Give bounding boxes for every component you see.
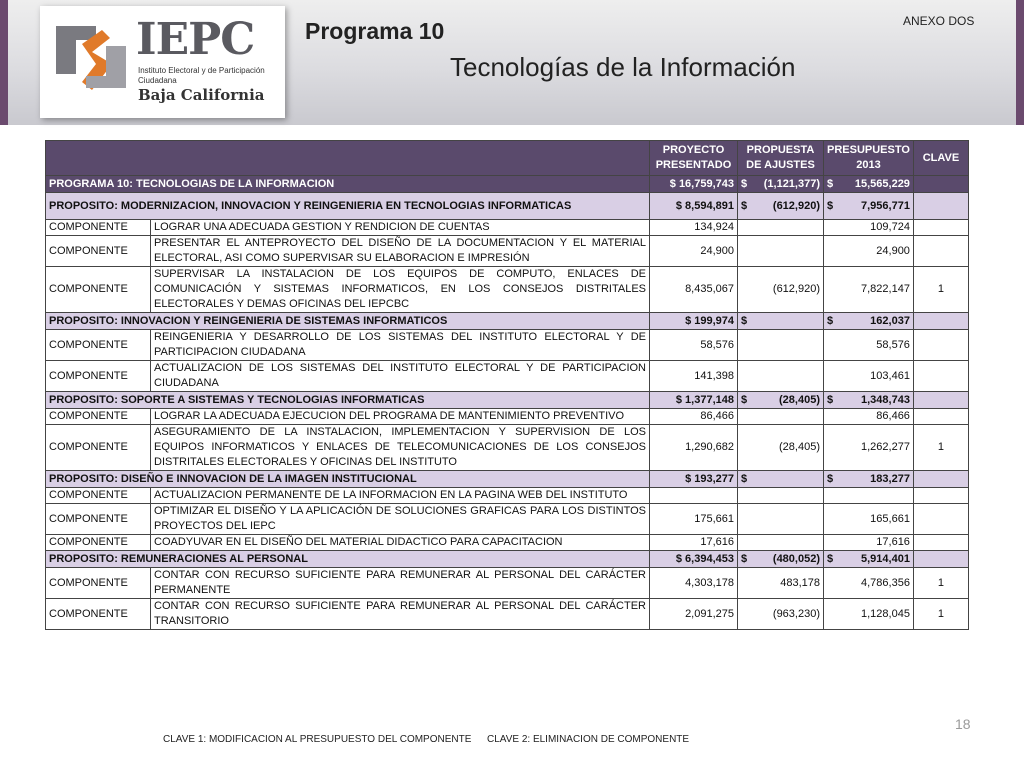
proposito-presupuesto-sign: $ xyxy=(827,552,834,565)
component-proyecto: 17,616 xyxy=(650,535,738,551)
proposito-presupuesto-value: 183,277 xyxy=(870,472,910,485)
component-clave: 1 xyxy=(913,599,968,630)
header-proyecto: PROYECTO PRESENTADO xyxy=(650,141,738,176)
component-proyecto: 141,398 xyxy=(650,361,738,392)
table-row xyxy=(46,409,969,425)
proposito-proyecto: $ 199,974 xyxy=(650,313,738,330)
program-row-propuesta xyxy=(738,176,824,193)
proposito-proyecto: $ 193,277 xyxy=(650,471,738,488)
proposito-presupuesto xyxy=(824,551,914,568)
table-row xyxy=(46,568,969,599)
component-clave xyxy=(913,504,968,535)
proposito-propuesta xyxy=(738,313,824,330)
program-row xyxy=(46,176,969,193)
component-description: LOGRAR LA ADECUADA EJECUCION DEL PROGRAMA DE MANTENIMIENTO PREVENTIVO xyxy=(151,409,650,425)
program-row-clave xyxy=(913,176,968,193)
proposito-label: PROPOSITO: INNOVACION Y REINGENIERIA DE SISTEMAS INFORMATICOS xyxy=(46,313,650,330)
logo-state: Baja California xyxy=(138,86,265,104)
proposito-presupuesto xyxy=(824,392,914,409)
component-description: ASEGURAMIENTO DE LA INSTALACION, IMPLEMENTACION Y SUPERVISION DE LOS EQUIPOS INFORMATICOS Y ENLACES DE TELECOMUNICACIONES DE LOS CONSEJOS DISTRITALES ELECTORALES Y OFICINAS DEL INSTITUTO xyxy=(151,425,650,471)
component-propuesta xyxy=(738,409,824,425)
program-title: Programa 10 xyxy=(305,18,445,44)
proposito-presupuesto-value: 5,914,401 xyxy=(861,552,910,565)
component-label: COMPONENTE xyxy=(46,488,151,504)
component-presupuesto: 109,724 xyxy=(824,220,914,236)
iepc-logo xyxy=(40,6,285,118)
proposito-row xyxy=(46,313,969,330)
component-propuesta xyxy=(738,488,824,504)
component-clave xyxy=(913,361,968,392)
proposito-presupuesto-sign: $ xyxy=(827,393,834,406)
component-propuesta: 483,178 xyxy=(738,568,824,599)
component-label: COMPONENTE xyxy=(46,568,151,599)
proposito-presupuesto xyxy=(824,471,914,488)
component-description: PRESENTAR EL ANTEPROYECTO DEL DISEÑO DE LA DOCUMENTACION Y EL MATERIAL ELECTORAL, ASI COMO SUPERVISAR SU ELABORACION E IMPRESIÓN xyxy=(151,236,650,267)
header-left-accent xyxy=(0,0,8,125)
proposito-propuesta-sign: $ xyxy=(741,472,748,485)
component-clave xyxy=(913,535,968,551)
proposito-presupuesto-value: 7,956,771 xyxy=(861,199,910,212)
header-blank xyxy=(46,141,650,176)
component-presupuesto: 58,576 xyxy=(824,330,914,361)
budget-table xyxy=(45,140,969,630)
component-presupuesto xyxy=(824,488,914,504)
proposito-label: PROPOSITO: REMUNERACIONES AL PERSONAL xyxy=(46,551,650,568)
proposito-propuesta xyxy=(738,193,824,220)
header-clave: CLAVE xyxy=(913,141,968,176)
component-label: COMPONENTE xyxy=(46,599,151,630)
proposito-row xyxy=(46,471,969,488)
proposito-row xyxy=(46,551,969,568)
page-number: 18 xyxy=(955,716,971,732)
component-proyecto: 175,661 xyxy=(650,504,738,535)
component-description: ACTUALIZACION PERMANENTE DE LA INFORMACION EN LA PAGINA WEB DEL INSTITUTO xyxy=(151,488,650,504)
proposito-presupuesto-sign: $ xyxy=(827,314,834,327)
proposito-clave xyxy=(913,551,968,568)
component-clave: 1 xyxy=(913,425,968,471)
proposito-presupuesto-sign: $ xyxy=(827,199,834,212)
program-row-presupuesto xyxy=(824,176,914,193)
proposito-propuesta xyxy=(738,392,824,409)
proposito-presupuesto xyxy=(824,193,914,220)
component-propuesta xyxy=(738,535,824,551)
component-clave xyxy=(913,409,968,425)
table-row xyxy=(46,425,969,471)
proposito-label: PROPOSITO: MODERNIZACION, INNOVACION Y REINGENIERIA EN TECNOLOGIAS INFORMATICAS xyxy=(46,193,650,220)
program-row-presupuesto-sign: $ xyxy=(827,177,834,190)
component-label: COMPONENTE xyxy=(46,425,151,471)
header-right-accent xyxy=(1016,0,1024,125)
component-presupuesto: 24,900 xyxy=(824,236,914,267)
component-proyecto: 1,290,682 xyxy=(650,425,738,471)
component-presupuesto: 7,822,147 xyxy=(824,267,914,313)
proposito-propuesta-value: (28,405) xyxy=(779,393,820,406)
component-proyecto: 4,303,178 xyxy=(650,568,738,599)
program-row-label: PROGRAMA 10: TECNOLOGIAS DE LA INFORMACION xyxy=(46,176,650,193)
component-proyecto: 24,900 xyxy=(650,236,738,267)
component-description: ACTUALIZACION DE LOS SISTEMAS DEL INSTITUTO ELECTORAL Y DE PARTICIPACION CIUDADANA xyxy=(151,361,650,392)
proposito-clave xyxy=(913,313,968,330)
component-label: COMPONENTE xyxy=(46,361,151,392)
proposito-propuesta-sign: $ xyxy=(741,393,748,406)
program-row-propuesta-sign: $ xyxy=(741,177,748,190)
footnote-clave-2: CLAVE 2: ELIMINACION DE COMPONENTE xyxy=(487,734,690,745)
component-description: REINGENIERIA Y DESARROLLO DE LOS SISTEMAS DEL INSTITUTO ELECTORAL Y DE PARTICIPACION CIUDADANA xyxy=(151,330,650,361)
table-row xyxy=(46,236,969,267)
proposito-row xyxy=(46,193,969,220)
component-presupuesto: 17,616 xyxy=(824,535,914,551)
proposito-label: PROPOSITO: DISEÑO E INNOVACION DE LA IMAGEN INSTITUCIONAL xyxy=(46,471,650,488)
proposito-clave xyxy=(913,471,968,488)
program-row-presupuesto-value: 15,565,229 xyxy=(854,177,910,190)
component-clave: 1 xyxy=(913,568,968,599)
component-description: SUPERVISAR LA INSTALACION DE LOS EQUIPOS DE COMPUTO, ENLACES DE COMUNICACIÓN Y SISTEMAS INFORMATICOS, EN LOS CONSEJOS DISTRITALES ELECTORALES Y DEMAS OFICINAS DEL IEPCBC xyxy=(151,267,650,313)
proposito-propuesta xyxy=(738,471,824,488)
component-label: COMPONENTE xyxy=(46,504,151,535)
component-proyecto: 58,576 xyxy=(650,330,738,361)
component-presupuesto: 103,461 xyxy=(824,361,914,392)
table-row xyxy=(46,220,969,236)
table-row xyxy=(46,599,969,630)
table-row xyxy=(46,330,969,361)
logo-institution: Instituto Electoral y de Participación Ciudadana xyxy=(138,66,265,85)
component-label: COMPONENTE xyxy=(46,409,151,425)
component-label: COMPONENTE xyxy=(46,535,151,551)
proposito-propuesta-sign: $ xyxy=(741,552,748,565)
component-proyecto: 86,466 xyxy=(650,409,738,425)
proposito-propuesta xyxy=(738,551,824,568)
proposito-clave xyxy=(913,392,968,409)
proposito-proyecto: $ 1,377,148 xyxy=(650,392,738,409)
proposito-propuesta-value: (480,052) xyxy=(772,552,820,565)
component-description: COADYUVAR EN EL DISEÑO DEL MATERIAL DIDACTICO PARA CAPACITACION xyxy=(151,535,650,551)
proposito-presupuesto-value: 162,037 xyxy=(870,314,910,327)
proposito-propuesta-sign: $ xyxy=(741,199,748,212)
footnote-clave-1: CLAVE 1: MODIFICACION AL PRESUPUESTO DEL COMPONENTE xyxy=(163,734,472,745)
logo-name: IEPC xyxy=(136,14,255,65)
proposito-propuesta-value: (612,920) xyxy=(772,199,820,212)
component-propuesta: (28,405) xyxy=(738,425,824,471)
component-presupuesto: 1,262,277 xyxy=(824,425,914,471)
proposito-clave xyxy=(913,193,968,220)
component-propuesta xyxy=(738,504,824,535)
table-row xyxy=(46,504,969,535)
proposito-label: PROPOSITO: SOPORTE A SISTEMAS Y TECNOLOGIAS INFORMATICAS xyxy=(46,392,650,409)
component-clave xyxy=(913,220,968,236)
component-label: COMPONENTE xyxy=(46,236,151,267)
component-presupuesto: 86,466 xyxy=(824,409,914,425)
component-propuesta xyxy=(738,330,824,361)
component-description: CONTAR CON RECURSO SUFICIENTE PARA REMUNERAR AL PERSONAL DEL CARÁCTER TRANSITORIO xyxy=(151,599,650,630)
component-presupuesto: 165,661 xyxy=(824,504,914,535)
component-clave xyxy=(913,330,968,361)
component-propuesta: (963,230) xyxy=(738,599,824,630)
component-description: CONTAR CON RECURSO SUFICIENTE PARA REMUNERAR AL PERSONAL DEL CARÁCTER PERMANENTE xyxy=(151,568,650,599)
component-clave: 1 xyxy=(913,267,968,313)
component-proyecto: 134,924 xyxy=(650,220,738,236)
table-row xyxy=(46,488,969,504)
program-subtitle: Tecnologías de la Información xyxy=(450,52,796,82)
component-presupuesto: 1,128,045 xyxy=(824,599,914,630)
component-label: COMPONENTE xyxy=(46,330,151,361)
component-proyecto xyxy=(650,488,738,504)
component-propuesta: (612,920) xyxy=(738,267,824,313)
component-proyecto: 2,091,275 xyxy=(650,599,738,630)
component-label: COMPONENTE xyxy=(46,220,151,236)
component-description: LOGRAR UNA ADECUADA GESTION Y RENDICION DE CUENTAS xyxy=(151,220,650,236)
program-row-proyecto: $ 16,759,743 xyxy=(650,176,738,193)
proposito-row xyxy=(46,392,969,409)
component-clave xyxy=(913,236,968,267)
proposito-presupuesto xyxy=(824,313,914,330)
proposito-presupuesto-value: 1,348,743 xyxy=(861,393,910,406)
table-row xyxy=(46,535,969,551)
proposito-presupuesto-sign: $ xyxy=(827,472,834,485)
proposito-propuesta-sign: $ xyxy=(741,314,748,327)
component-propuesta xyxy=(738,220,824,236)
annex-label: ANEXO DOS xyxy=(903,14,975,28)
iepc-logo-mark-icon xyxy=(52,20,130,94)
program-row-propuesta-value: (1,121,377) xyxy=(763,177,820,190)
component-label: COMPONENTE xyxy=(46,267,151,313)
component-propuesta xyxy=(738,361,824,392)
header-propuesta: PROPUESTA DE AJUSTES xyxy=(738,141,824,176)
table-row xyxy=(46,361,969,392)
component-clave xyxy=(913,488,968,504)
header-presupuesto: PRESUPUESTO 2013 xyxy=(824,141,914,176)
table-row xyxy=(46,267,969,313)
table-header-row xyxy=(46,141,969,176)
proposito-proyecto: $ 6,394,453 xyxy=(650,551,738,568)
component-propuesta xyxy=(738,236,824,267)
component-presupuesto: 4,786,356 xyxy=(824,568,914,599)
component-description: OPTIMIZAR EL DISEÑO Y LA APLICACIÓN DE SOLUCIONES GRAFICAS PARA LOS DISTINTOS PROYECTOS DEL IEPC xyxy=(151,504,650,535)
proposito-proyecto: $ 8,594,891 xyxy=(650,193,738,220)
component-proyecto: 8,435,067 xyxy=(650,267,738,313)
